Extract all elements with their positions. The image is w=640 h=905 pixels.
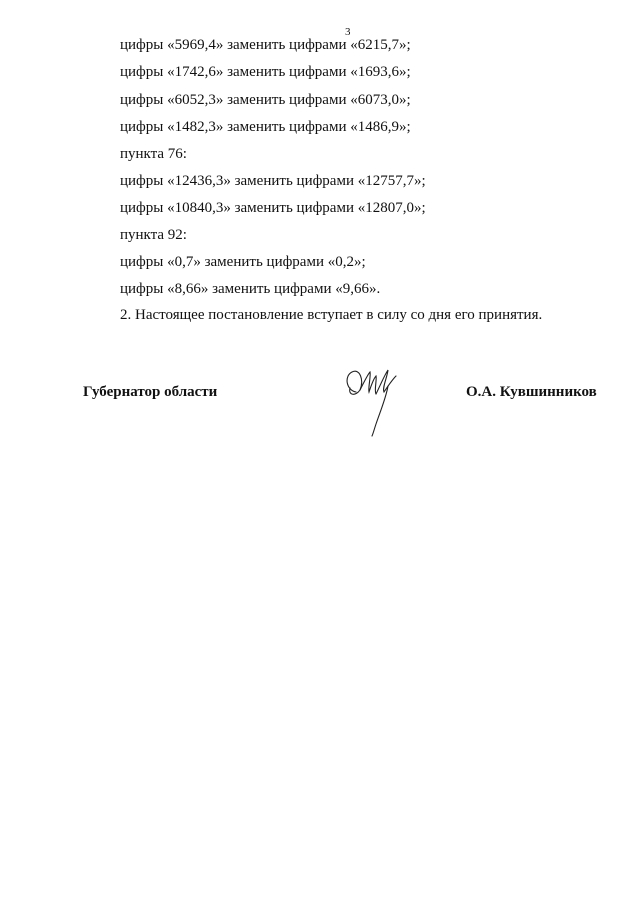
amendment-line: цифры «10840,3» заменить цифрами «12807,0»; <box>120 200 426 216</box>
signatory-position: Губернатор области <box>83 384 218 400</box>
point-76-heading: пункта 76: <box>120 146 187 162</box>
signatory-name: О.А. Кувшинников <box>466 384 597 400</box>
handwritten-signature <box>338 362 408 442</box>
page-number: 3 <box>345 26 351 38</box>
amendment-line: цифры «12436,3» заменить цифрами «12757,7»; <box>120 173 426 189</box>
point-92-heading: пункта 92: <box>120 227 187 243</box>
amendment-line: цифры «1482,3» заменить цифрами «1486,9»; <box>120 119 411 135</box>
amendment-line: цифры «0,7» заменить цифрами «0,2»; <box>120 254 366 270</box>
final-clause: 2. Настоящее постановление вступает в силу со дня его принятия. <box>120 307 543 323</box>
amendment-line: цифры «1742,6» заменить цифрами «1693,6»; <box>120 64 411 80</box>
amendment-line: цифры «6052,3» заменить цифрами «6073,0»; <box>120 92 411 108</box>
amendment-line: цифры «5969,4» заменить цифрами «6215,7»; <box>120 37 411 53</box>
amendment-line: цифры «8,66» заменить цифрами «9,66». <box>120 281 381 297</box>
